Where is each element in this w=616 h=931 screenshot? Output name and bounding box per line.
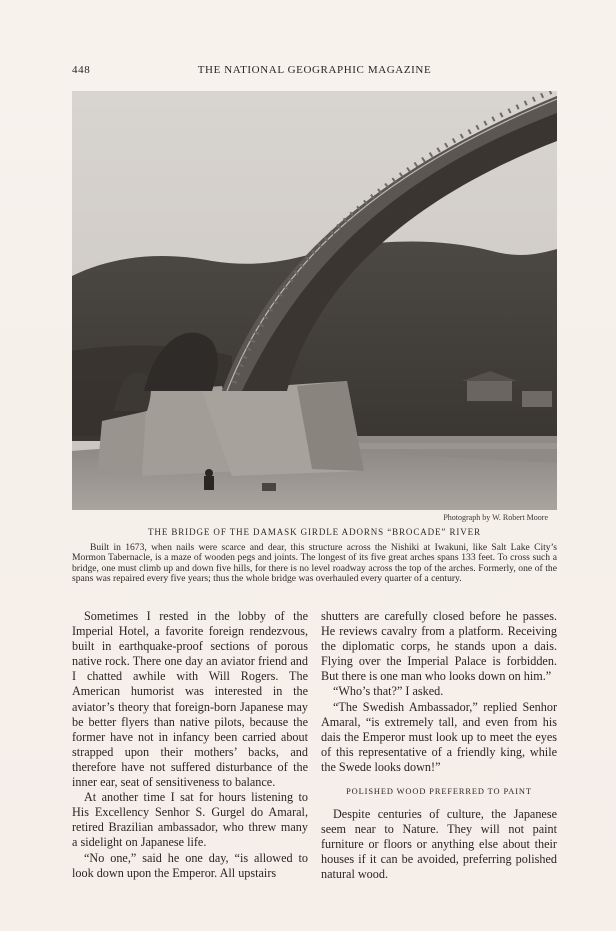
paragraph: Sometimes I rested in the lobby of the Imperial Hotel, a favorite foreign rendezvous, built in earthquake-proof sections of porous native rock. There one day an aviator friend and I chatted awhile with Will Rogers. The American humorist was interested in the aviator’s theory that foreign-born Japanese may be better flyers than native pilots, because the former have not in infancy been carried about strapped upon their mothers’ backs, and therefore have not suffered disturbance of the inner ear, seat of sensitiveness to balance. [72, 609, 308, 790]
caption-title: THE BRIDGE OF THE DAMASK GIRDLE ADORNS “BROCADE” RIVER [148, 527, 481, 537]
bridge-photograph [72, 91, 557, 510]
paragraph: “Who’s that?” I asked. [333, 684, 444, 699]
paragraph: “The Swedish Ambassador,” replied Senhor Amaral, “is extremely tall, and even from his dais the Emperor must look up to meet the eyes of this representative of a friendly king, while the Swede looks down!” [321, 699, 557, 774]
paragraph: Despite centuries of culture, the Japanese seem near to Nature. They will not paint furniture or floors or anything else about their houses if it can be avoided, preferring polished natural wood. [321, 807, 557, 882]
article-column-left [72, 609, 308, 881]
page-number: 448 [72, 64, 91, 76]
caption-body: Built in 1673, when nails were scarce and dear, this structure across the Nishiki at Iwakuni, like Salt Lake City’s Mormon Tabernacle, is a maze of wooden pegs and joints. The longest of its five great arches spans 133 feet. To cross such a bridge, one must climb up and down five hills, for there is no level roadway across the top of the arches. Formerly, one of the spans was repaired every five years; thus the whole bridge was overhauled every quarter of a century. [72, 542, 557, 585]
magazine-title: THE NATIONAL GEOGRAPHIC MAGAZINE [197, 64, 432, 76]
running-head [72, 64, 557, 80]
section-subhead: POLISHED WOOD PREFERRED TO PAINT [346, 787, 532, 797]
photo-credit: Photograph by W. Robert Moore [443, 513, 548, 522]
paragraph: shutters are carefully closed before he passes. He reviews cavalry from a platform. Receiving the diplomatic corps, he stands upon a dais. Flying over the Imperial Palace is forbidden. But there is one man who looks down on him.” [321, 609, 557, 684]
paragraph: “No one,” said he one day, “is allowed to look down upon the Emperor. All upstairs [72, 850, 308, 880]
article-column-right [321, 609, 557, 883]
paragraph: At another time I sat for hours listening to His Excellency Senhor S. Gurgel do Amaral, retired Brazilian ambassador, who threw many a sidelight on Japanese life. [72, 790, 308, 850]
